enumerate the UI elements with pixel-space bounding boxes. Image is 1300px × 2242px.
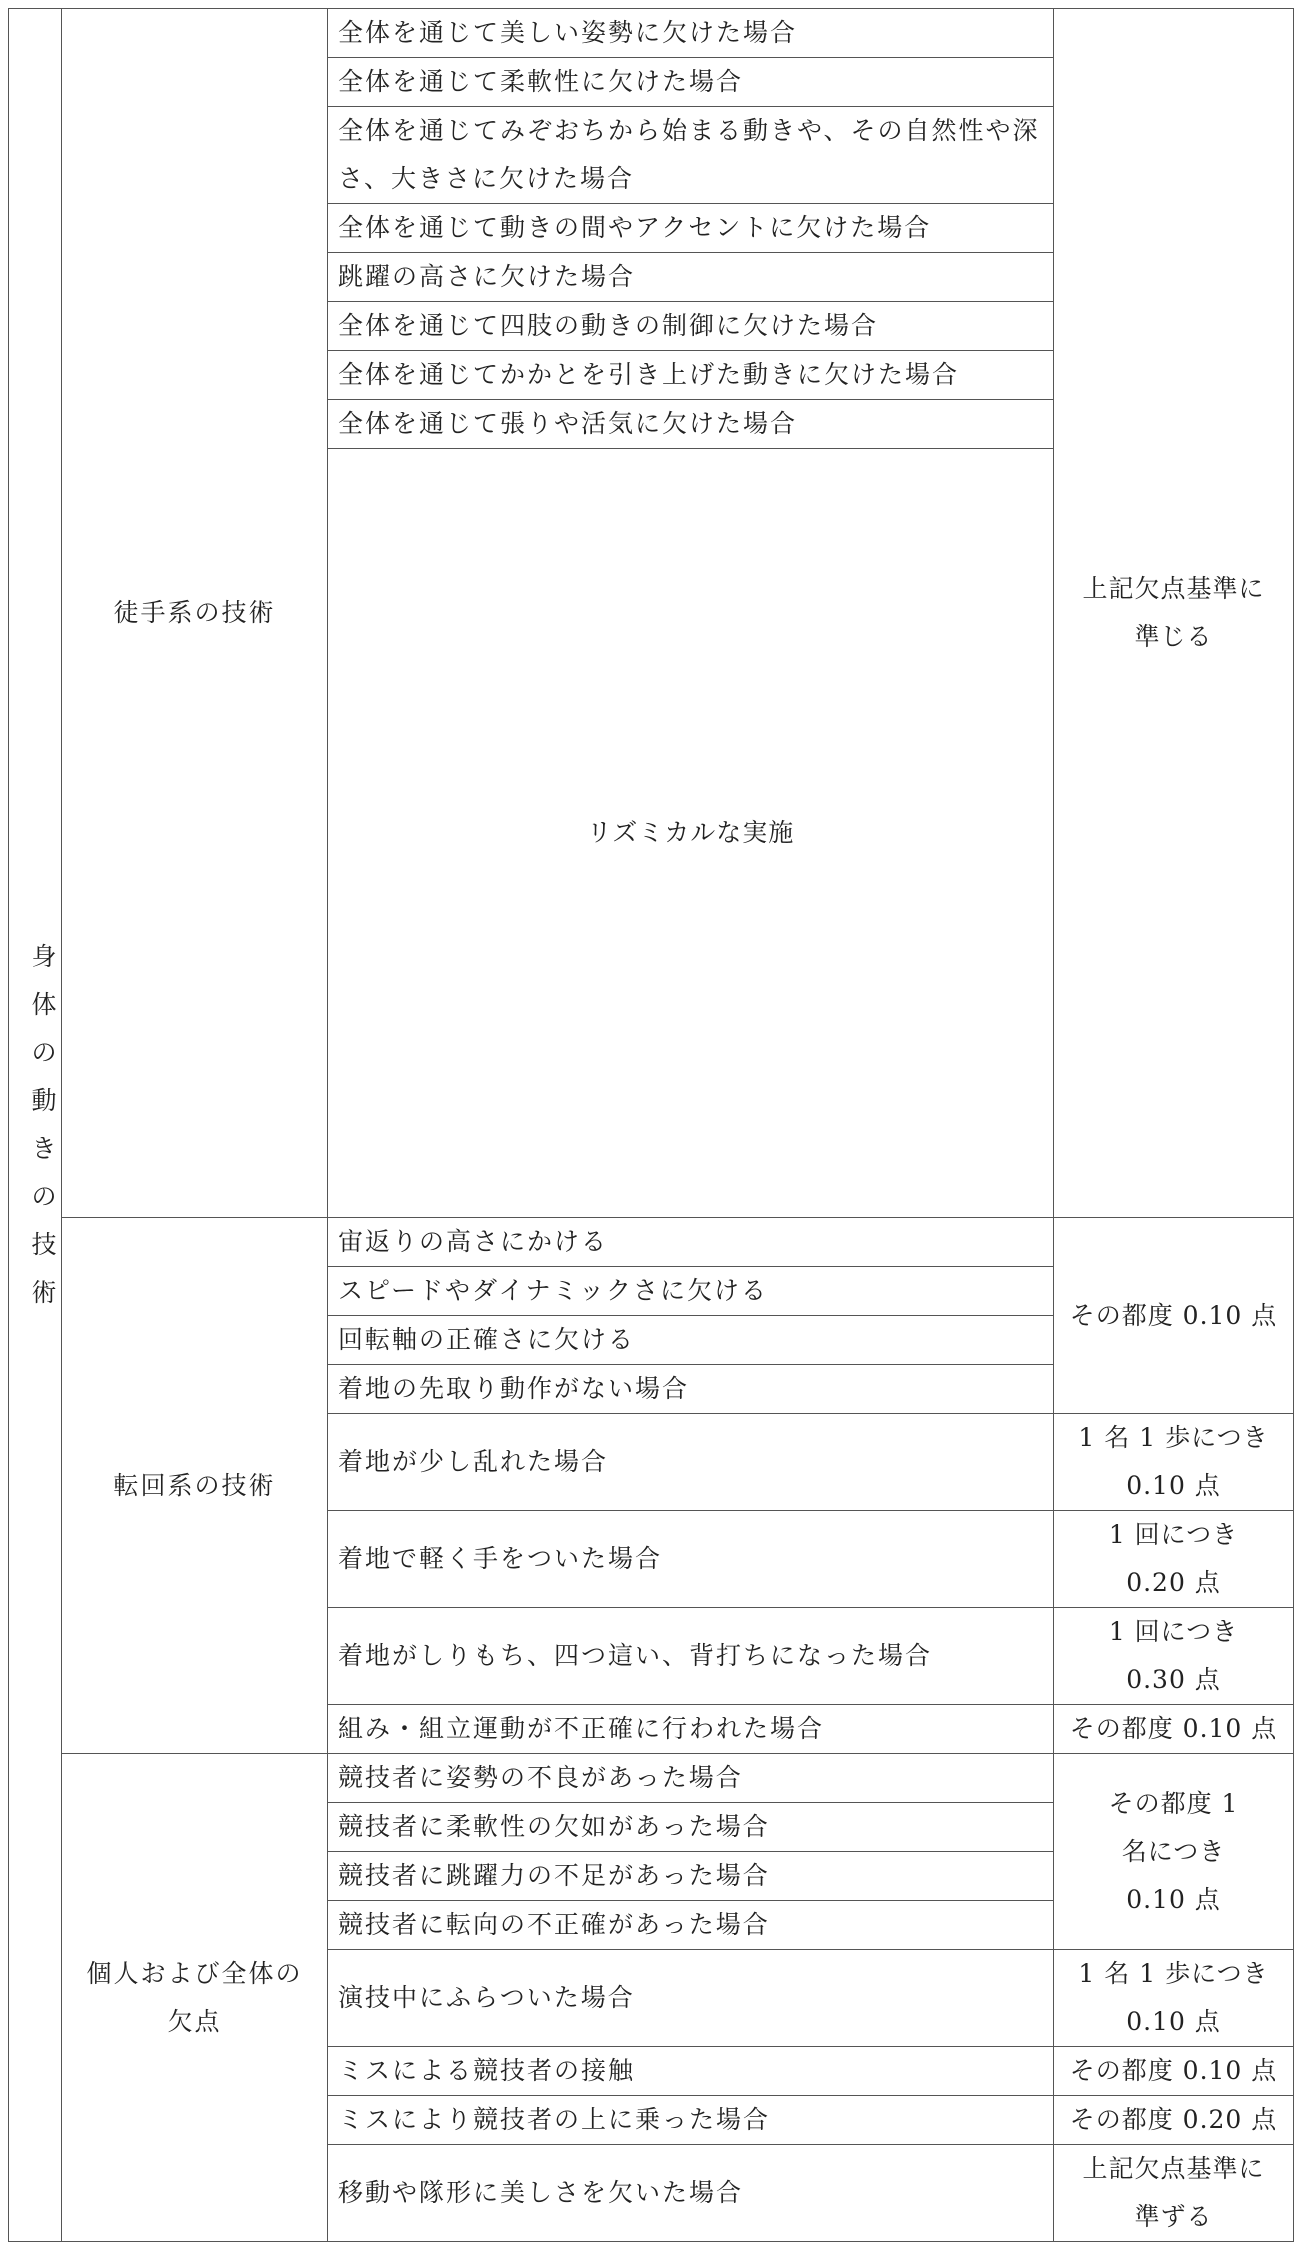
table-row xyxy=(9,9,1294,58)
points-cell xyxy=(1054,1754,1294,1950)
item-cell: 全体を通じて柔軟性に欠けた場合 xyxy=(328,58,1054,107)
item-cell: 演技中にふらついた場合 xyxy=(328,1950,1054,2047)
item-cell: 跳躍の高さに欠けた場合 xyxy=(328,253,1054,302)
item-cell: ミスにより競技者の上に乗った場合 xyxy=(328,2096,1054,2145)
points-text: その都度 1 名につき 0.10 点 xyxy=(1108,1788,1239,1914)
category-cell xyxy=(9,9,62,2242)
item-cell: 競技者に姿勢の不良があった場合 xyxy=(328,1754,1054,1803)
points-cell: その都度 0.10 点 xyxy=(1054,1705,1294,1754)
item-cell: 宙返りの高さにかける xyxy=(328,1218,1054,1267)
group-label-toshu: 徒手系の技術 xyxy=(62,9,328,1218)
points-text: 1 名 1 歩につき 0.10 点 xyxy=(1078,1423,1269,1500)
points-cell xyxy=(1054,1950,1294,2047)
item-cell: ミスによる競技者の接触 xyxy=(328,2047,1054,2096)
item-cell: 組み・組立運動が不正確に行われた場合 xyxy=(328,1705,1054,1754)
table-row xyxy=(9,1218,1294,1267)
points-cell xyxy=(1054,1608,1294,1705)
item-cell: スピードやダイナミックさに欠ける xyxy=(328,1267,1054,1316)
group-label-kojin xyxy=(62,1754,328,2242)
item-cell: 全体を通じて美しい姿勢に欠けた場合 xyxy=(328,9,1054,58)
points-text: 上記欠点基準に準じる xyxy=(1082,574,1265,651)
item-cell: 競技者に転向の不正確があった場合 xyxy=(328,1901,1054,1950)
points-text: 1 回につき 0.30 点 xyxy=(1108,1617,1239,1694)
item-cell: 全体を通じて張りや活気に欠けた場合 xyxy=(328,400,1054,449)
points-cell xyxy=(1054,1414,1294,1511)
item-cell: 着地がしりもち、四つ這い、背打ちになった場合 xyxy=(328,1608,1054,1705)
points-cell xyxy=(1054,2145,1294,2242)
points-text: 上記欠点基準に準ずる xyxy=(1082,2154,1265,2231)
item-cell: 全体を通じてかかとを引き上げた動きに欠けた場合 xyxy=(328,351,1054,400)
item-cell: 競技者に柔軟性の欠如があった場合 xyxy=(328,1803,1054,1852)
item-cell: 回転軸の正確さに欠ける xyxy=(328,1316,1054,1365)
deduction-table xyxy=(8,8,1294,2242)
points-cell: その都度 0.10 点 xyxy=(1054,2047,1294,2096)
item-cell: 着地で軽く手をついた場合 xyxy=(328,1511,1054,1608)
item-cell: 着地が少し乱れた場合 xyxy=(328,1414,1054,1511)
item-cell: 全体を通じてみぞおちから始まる動きや、その自然性や深さ、大きさに欠けた場合 xyxy=(328,107,1054,204)
points-text: 1 回につき 0.20 点 xyxy=(1108,1520,1239,1597)
points-cell xyxy=(1054,1511,1294,1608)
points-cell xyxy=(1054,9,1294,1218)
group-label-text: 個人および全体の欠点 xyxy=(86,1958,303,2036)
points-cell: その都度 0.20 点 xyxy=(1054,2096,1294,2145)
points-text: 1 名 1 歩につき 0.10 点 xyxy=(1078,1959,1269,2036)
table-row xyxy=(9,1754,1294,1803)
points-cell: その都度 0.10 点 xyxy=(1054,1218,1294,1414)
item-cell: 全体を通じて動きの間やアクセントに欠けた場合 xyxy=(328,204,1054,253)
item-cell: 競技者に跳躍力の不足があった場合 xyxy=(328,1852,1054,1901)
category-label: 身体の動きの技術 xyxy=(31,942,59,1307)
item-cell: 着地の先取り動作がない場合 xyxy=(328,1365,1054,1414)
group-label-tenkai: 転回系の技術 xyxy=(62,1218,328,1754)
item-cell: 移動や隊形に美しさを欠いた場合 xyxy=(328,2145,1054,2242)
group-label-rhythm: リズミカルな実施 xyxy=(328,449,1054,1218)
item-cell: 全体を通じて四肢の動きの制御に欠けた場合 xyxy=(328,302,1054,351)
